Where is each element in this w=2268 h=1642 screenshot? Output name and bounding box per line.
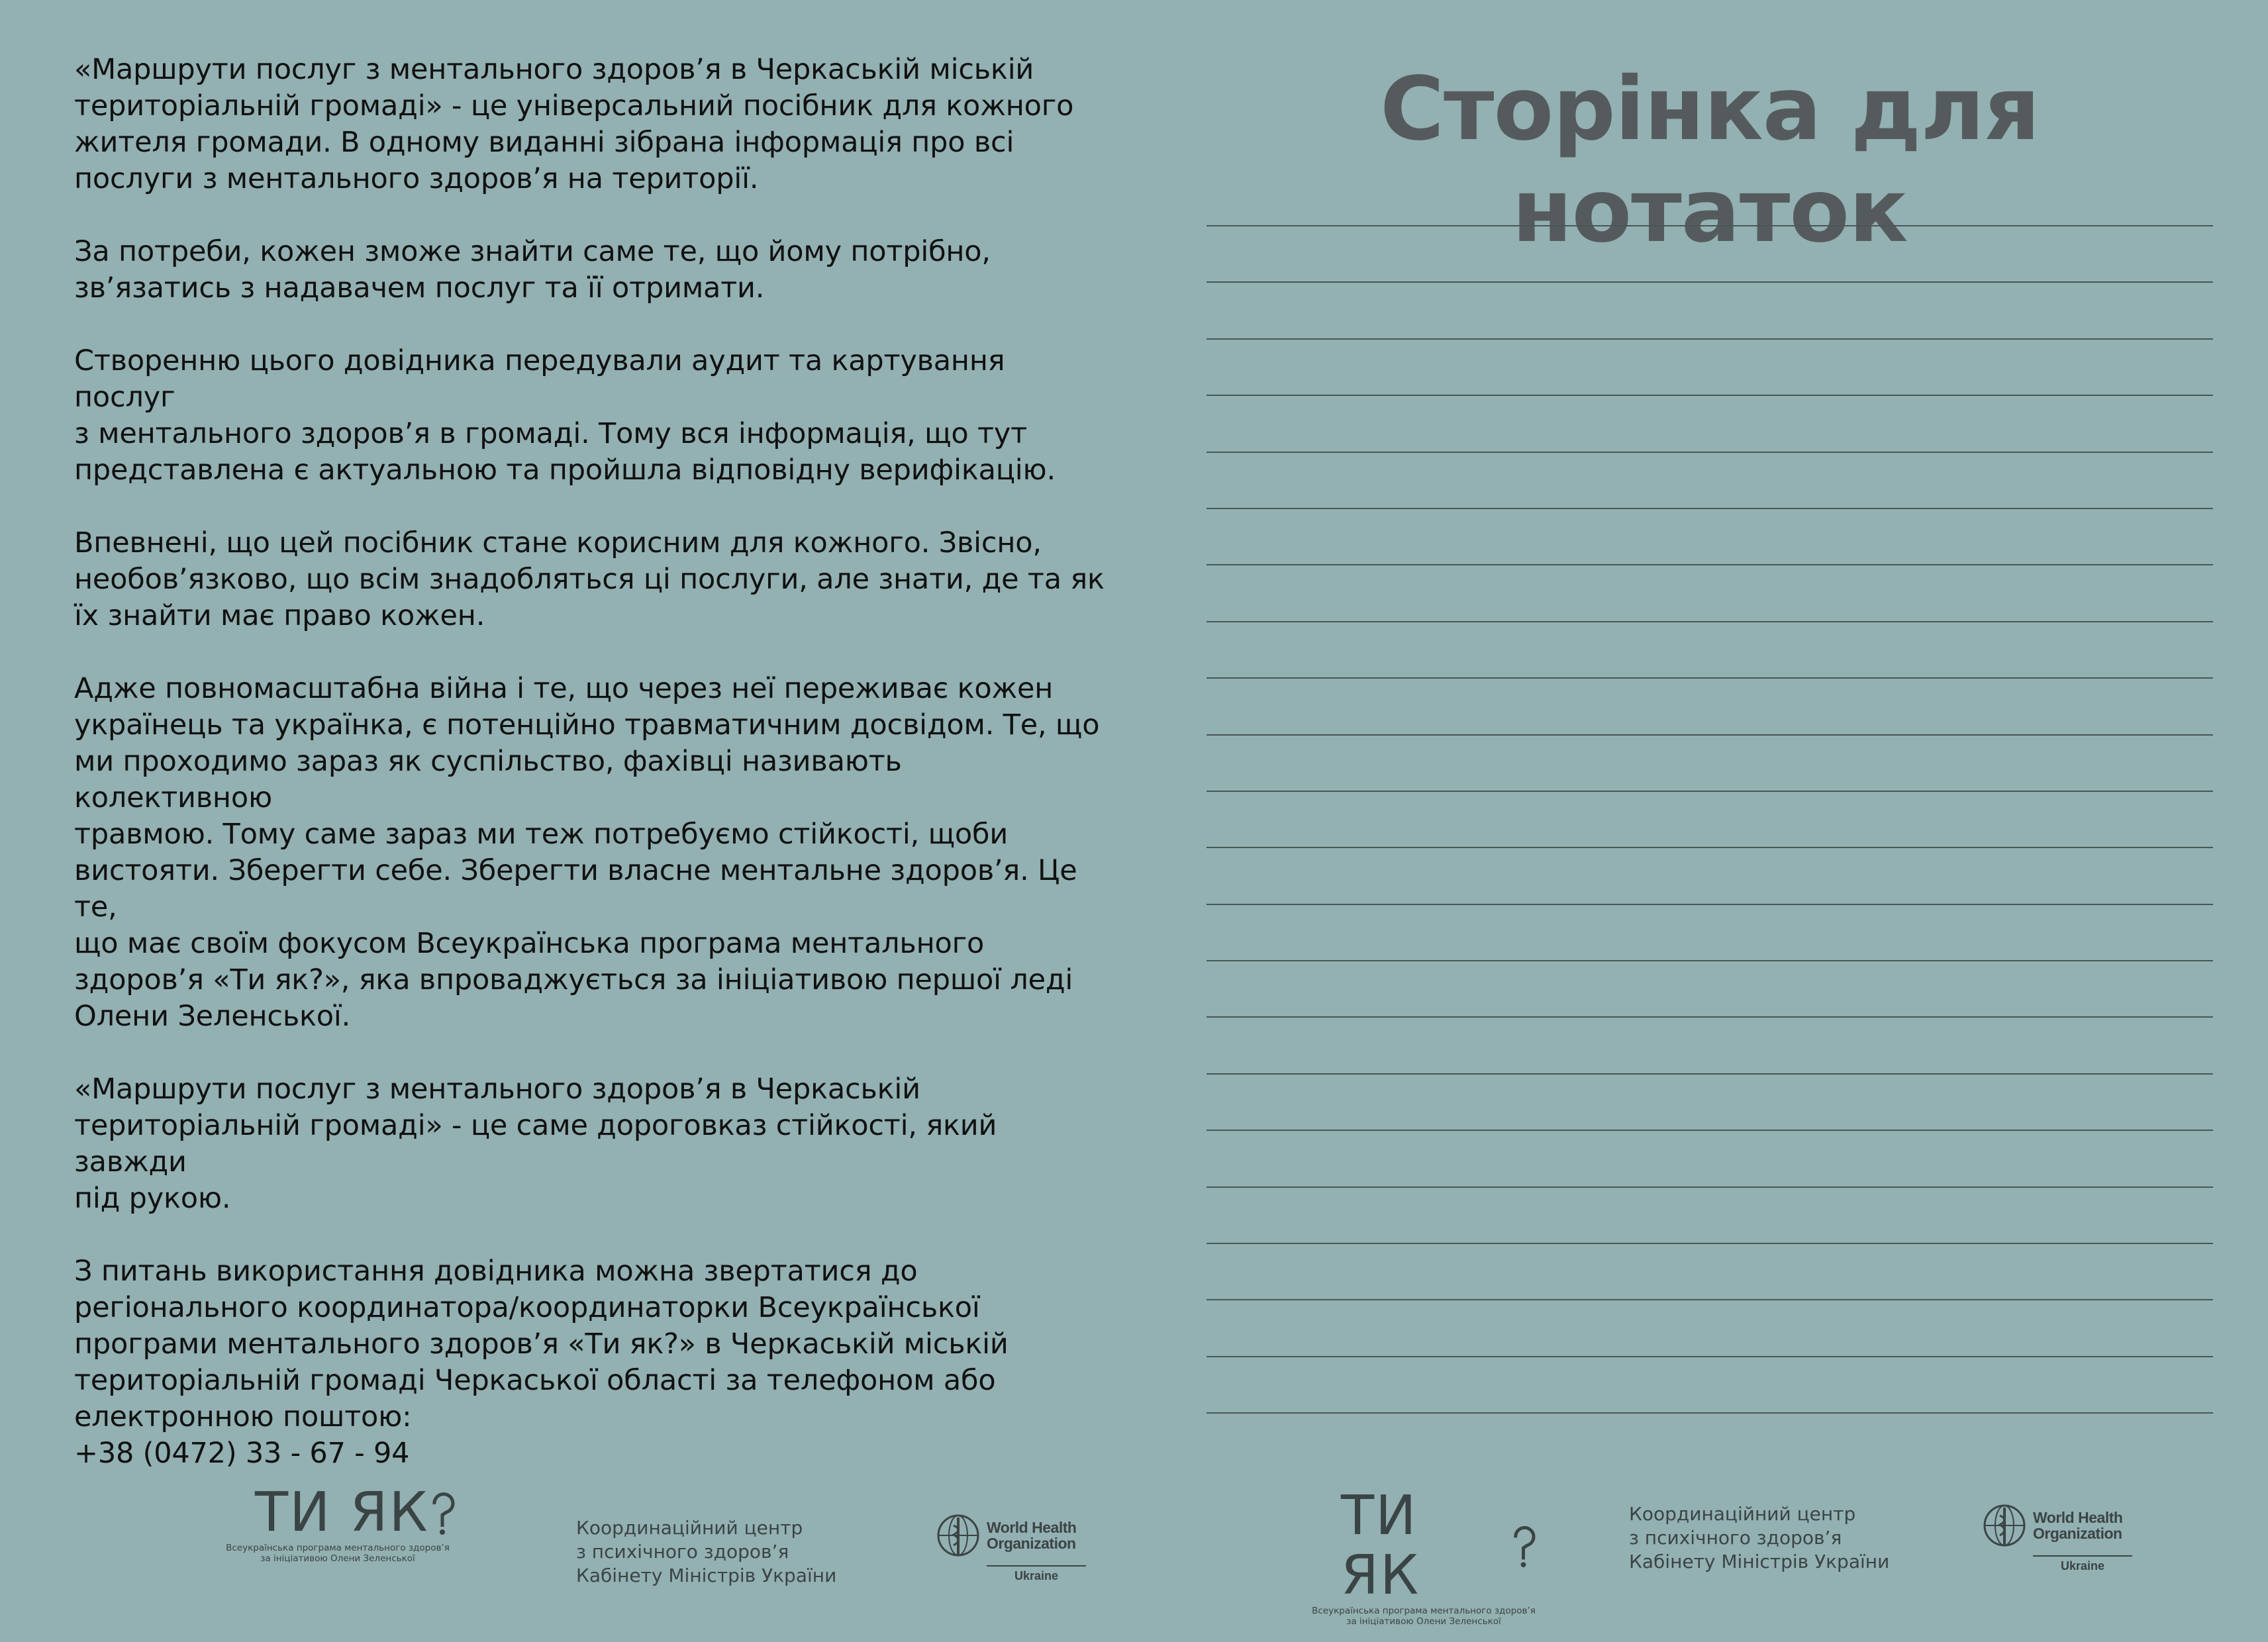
who-logo bbox=[934, 1511, 1086, 1583]
note-line bbox=[1207, 621, 2213, 622]
note-lines bbox=[1207, 225, 2213, 1469]
tiyak-logo-word: ТИ ЯК bbox=[255, 1481, 429, 1544]
who-logo-text: World Health Organization bbox=[2033, 1509, 2123, 1542]
note-line bbox=[1207, 338, 2213, 340]
tiyak-question-icon bbox=[429, 1490, 456, 1536]
intro-paragraph-1: «Маршрути послуг з ментального здоров’я в Черкаській міській територіальній громаді» - це універсальний посібник для кожного жителя громади. В одному виданні зібрана інформація про всі послуги з ментального здоров’я на території. bbox=[74, 53, 1074, 195]
intro-paragraph-5: Адже повномасштабна війна і те, що через неї переживає кожен українець та українка, є потенційно травматичним досвідом. Те, що ми проходимо зараз як суспільство, фахівці називають колективною травмою. Тому саме зараз ми теж потребуємо стійкості, щоби вистояти. Зберегти себе. Зберегти власне ментальне здоров’я. Це те, що має своїм фокусом Всеукраїнська програма ментального здоров’я «Ти як?», яка впроваджується за ініціативою першої леді Олени Зеленської. bbox=[74, 672, 1100, 1033]
coordination-center-logo: Координаційний центр з психічного здоров’я Кабінету Міністрів України bbox=[576, 1517, 837, 1586]
intro-text-column bbox=[74, 52, 1107, 1472]
who-logo-text: World Health Organization bbox=[987, 1519, 1077, 1552]
note-line bbox=[1207, 960, 2213, 961]
footer-logos-right bbox=[1298, 1484, 2159, 1627]
note-line bbox=[1207, 225, 2213, 226]
intro-paragraph-3: Створенню цього довідника передували аудит та картування послуг з ментального здоров’я в громаді. Тому вся інформація, що тут представлена є актуальною та пройшла відповідну верифікацію. bbox=[74, 344, 1056, 487]
note-line bbox=[1207, 791, 2213, 792]
note-line bbox=[1207, 1243, 2213, 1244]
note-line bbox=[1207, 1073, 2213, 1075]
tiyak-question-icon bbox=[1510, 1523, 1536, 1569]
note-line bbox=[1207, 452, 2213, 453]
tiyak-logo-subtitle: Всеукраїнська програма ментального здоров’я за ініціативою Олени Зеленської bbox=[1312, 1606, 1536, 1627]
intro-paragraph-6: «Маршрути послуг з ментального здоров’я в Черкаській територіальній громаді» - це саме дороговказ стійкості, який завжди під рукою. bbox=[74, 1073, 997, 1215]
footer-logos-left bbox=[212, 1483, 1126, 1616]
coordination-center-logo: Координаційний центр з психічного здоров’я Кабінету Міністрів України bbox=[1629, 1503, 1890, 1572]
page-title: Сторінка для нотаток bbox=[1380, 58, 2040, 262]
note-line bbox=[1207, 847, 2213, 848]
tiyak-logo-subtitle: Всеукраїнська програма ментального здоров’я за ініціативою Олени Зеленської bbox=[226, 1543, 450, 1564]
tiyak-logo bbox=[212, 1483, 464, 1564]
note-line bbox=[1207, 395, 2213, 396]
who-emblem-icon bbox=[1980, 1501, 2029, 1550]
who-divider bbox=[2033, 1555, 2132, 1557]
note-line bbox=[1207, 564, 2213, 565]
who-divider bbox=[987, 1565, 1086, 1567]
note-line bbox=[1207, 508, 2213, 509]
note-line bbox=[1207, 1130, 2213, 1131]
note-line bbox=[1207, 734, 2213, 736]
note-line bbox=[1207, 677, 2213, 679]
who-logo-country: Ukraine bbox=[1014, 1569, 1059, 1582]
note-line bbox=[1207, 904, 2213, 905]
note-line bbox=[1207, 1412, 2213, 1414]
note-line bbox=[1207, 1016, 2213, 1018]
who-logo-country: Ukraine bbox=[2060, 1559, 2105, 1572]
intro-paragraph-2: За потреби, кожен зможе знайти саме те, що йому потрібно, зв’язатись з надавачем послуг та її отримати. bbox=[74, 235, 991, 305]
who-emblem-icon bbox=[934, 1511, 983, 1560]
who-logo bbox=[1980, 1501, 2132, 1573]
contact-paragraph: З питань використання довідника можна звертатися до регіонального координатора/координаторки Всеукраїнської програми ментального здоров’я «Ти як?» в Черкаській міській територіальній громаді Черкаської області за телефоном або електронною поштою: +38 (0472) 33 - 67 - 94 bbox=[74, 1255, 1009, 1470]
notes-page bbox=[1207, 0, 2213, 1424]
tiyak-logo-word: ТИ ЯК bbox=[1341, 1484, 1420, 1607]
intro-paragraph-4: Впевнені, що цей посібник стане корисним для кожного. Звісно, необов’язково, що всім знадобляться ці послуги, але знати, де та як їх знайти має право кожен. bbox=[74, 526, 1105, 632]
note-line bbox=[1207, 1356, 2213, 1357]
note-line bbox=[1207, 281, 2213, 283]
note-line bbox=[1207, 1186, 2213, 1188]
note-line bbox=[1207, 1299, 2213, 1300]
tiyak-logo bbox=[1298, 1486, 1536, 1627]
